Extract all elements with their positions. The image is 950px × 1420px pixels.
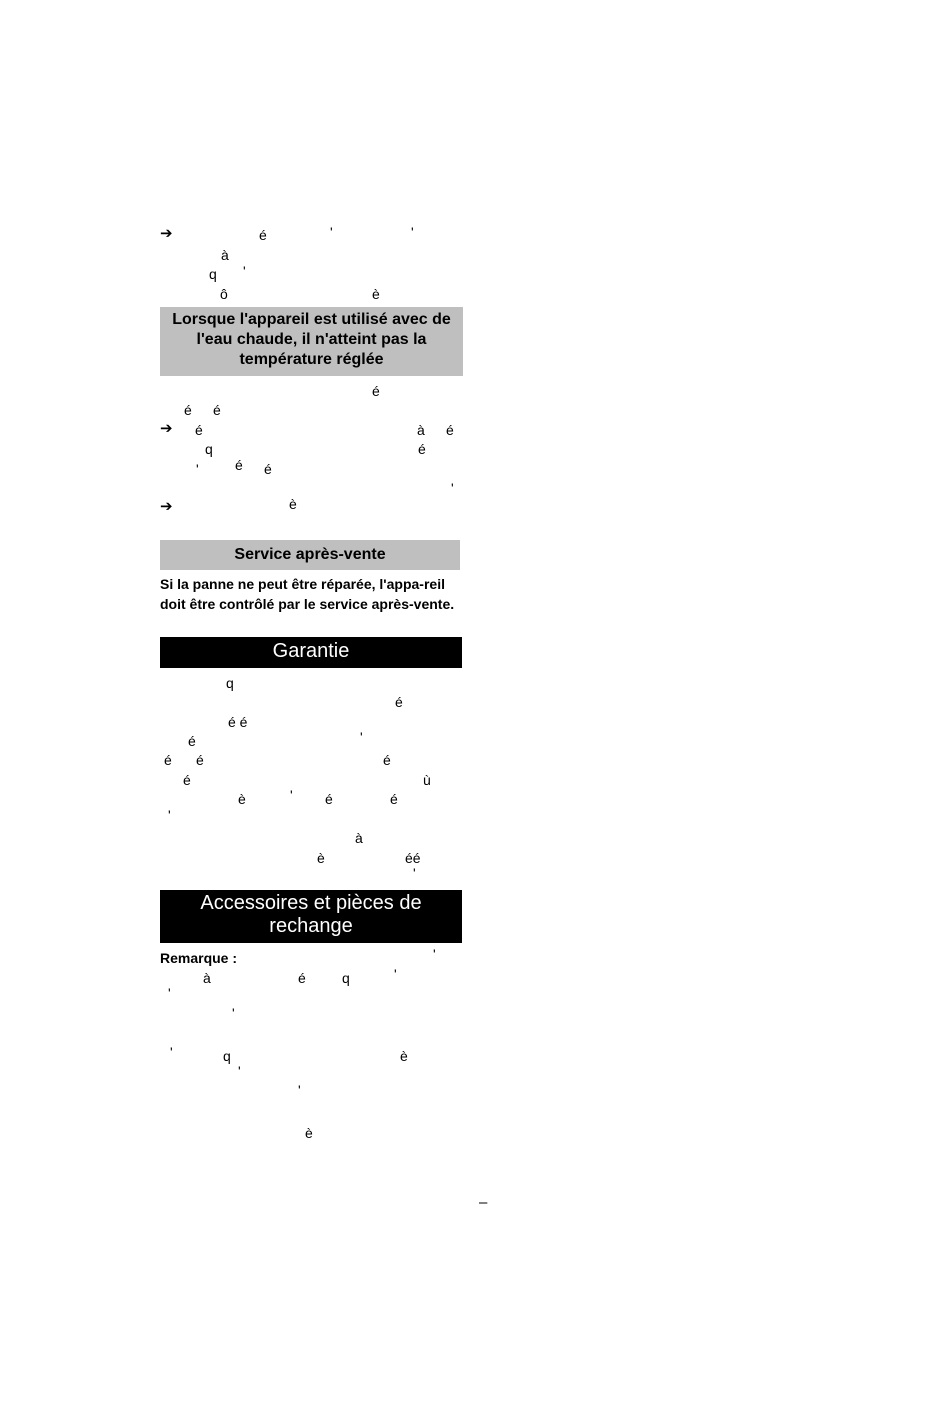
glyph: è — [400, 1048, 408, 1064]
glyph: ' — [243, 263, 246, 279]
glyph: ' — [170, 1044, 173, 1060]
glyph: é — [235, 457, 243, 473]
glyph: ' — [330, 224, 333, 240]
glyph: é — [446, 422, 454, 438]
glyph: ' — [168, 985, 171, 1001]
glyph: q — [209, 266, 217, 282]
arrow-icon: ➔ — [160, 225, 173, 242]
glyph: é é — [228, 714, 248, 730]
glyph: ' — [394, 966, 397, 982]
glyph: é — [184, 402, 192, 418]
glyph: é — [164, 752, 172, 768]
arrow-icon: ➔ — [160, 420, 173, 437]
glyph: ' — [298, 1082, 301, 1098]
glyph: ' — [413, 865, 416, 881]
glyph: éé — [405, 850, 421, 866]
page-marker: – — [479, 1194, 488, 1211]
glyph: é — [298, 970, 306, 986]
section-heading-accessoires: Accessoires et pièces de rechange — [160, 890, 462, 943]
glyph: é — [196, 752, 204, 768]
glyph: é — [195, 422, 203, 438]
glyph: é — [259, 227, 267, 243]
glyph: q — [226, 675, 234, 691]
glyph: é — [264, 461, 272, 477]
glyph: à — [417, 422, 425, 438]
section-heading-service: Service après-vente — [160, 540, 460, 570]
remarque-label: Remarque : — [160, 950, 238, 966]
glyph: é — [395, 694, 403, 710]
glyph: à — [203, 970, 211, 986]
glyph: è — [317, 850, 325, 866]
glyph: ' — [290, 787, 293, 803]
glyph: ' — [196, 461, 199, 477]
glyph: é — [372, 383, 380, 399]
glyph: q — [205, 441, 213, 457]
glyph: ' — [168, 807, 171, 823]
glyph: è — [372, 286, 380, 302]
glyph: ô — [220, 286, 228, 302]
glyph: ' — [411, 224, 414, 240]
glyph: è — [289, 496, 297, 512]
glyph: è — [305, 1125, 313, 1141]
glyph: é — [325, 791, 333, 807]
glyph: ' — [451, 480, 454, 496]
glyph: q — [342, 970, 350, 986]
glyph: é — [213, 402, 221, 418]
section-heading-hot-water: Lorsque l'appareil est utilisé avec de l'eau chaude, il n'atteint pas la température réglée — [160, 307, 463, 376]
glyph: é — [188, 733, 196, 749]
glyph: q — [223, 1048, 231, 1064]
glyph: ù — [423, 772, 431, 788]
glyph: ' — [238, 1063, 241, 1079]
glyph: è — [238, 791, 246, 807]
section-heading-garantie: Garantie — [160, 637, 462, 668]
glyph: à — [221, 247, 229, 263]
service-paragraph: Si la panne ne peut être réparée, l'appa-reil doit être contrôlé par le service après-vente. — [160, 576, 455, 612]
glyph: ' — [232, 1005, 235, 1021]
glyph: é — [383, 752, 391, 768]
glyph: ' — [433, 946, 436, 962]
arrow-icon: ➔ — [160, 498, 173, 515]
glyph: à — [355, 830, 363, 846]
glyph: é — [390, 791, 398, 807]
glyph: ' — [360, 729, 363, 745]
glyph: é — [183, 772, 191, 788]
glyph: é — [418, 441, 426, 457]
